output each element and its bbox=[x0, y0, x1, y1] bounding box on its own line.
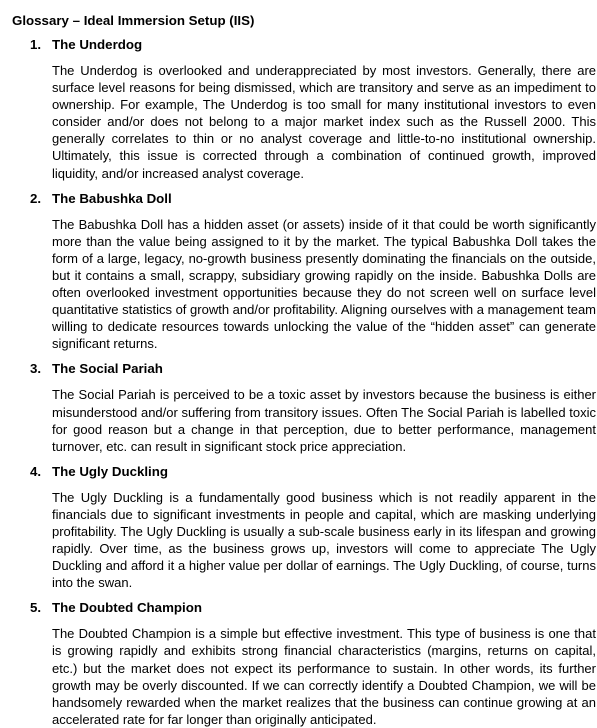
entry-number: 5. bbox=[30, 600, 42, 616]
entry-heading bbox=[12, 599, 585, 617]
entry-name: The Babushka Doll bbox=[52, 190, 172, 206]
entry-heading bbox=[12, 360, 585, 378]
glossary-entry-ugly-duckling bbox=[12, 463, 596, 592]
glossary-entry-underdog bbox=[12, 36, 596, 182]
entry-heading bbox=[12, 190, 585, 208]
entry-name: The Doubted Champion bbox=[52, 600, 202, 616]
entry-body: The Ugly Duckling is a fundamentally good business which is not readily apparent in the financials due to significant investments in people and capital, which are masking underlying profitability. The Ugly Duckling is usually a sub-scale business early in its lifespan and growing rapidly. Over time, as the business grows up, investors will come to appreciate The Ugly Duckling and afford it a higher value per dollar of earnings. The Ugly Duckling, of course, turns into the swan. bbox=[52, 489, 596, 591]
entry-name: The Social Pariah bbox=[52, 361, 163, 377]
entry-heading bbox=[12, 463, 585, 481]
glossary-entry-doubted-champion bbox=[12, 599, 596, 728]
document-title: Glossary – Ideal Immersion Setup (IIS) bbox=[12, 13, 255, 28]
entry-body: The Doubted Champion is a simple but effective investment. This type of business is one that is growing rapidly and exhibits strong financial characteristics (margins, returns on capital, etc.) but the market does not expect its performance to sustain. In other words, its further growth may be overly discounted. If we can correctly identify a Doubted Champion, we will be handsomely rewarded when the market realizes that the business can continue growing at an accelerated rate for far longer than originally anticipated. bbox=[52, 626, 596, 727]
glossary-entry-social-pariah bbox=[12, 360, 596, 454]
entry-body: The Social Pariah is perceived to be a toxic asset by investors because the business is either misunderstood and/or suffering from transitory issues. Often The Social Pariah is labelled toxic for good reason but a change in that perception, due to better performance, management turnover, etc. can result in significant stock price appreciation. bbox=[52, 387, 596, 454]
entry-number: 4. bbox=[30, 463, 42, 479]
entry-heading bbox=[12, 36, 585, 54]
entry-number: 3. bbox=[30, 361, 42, 377]
entry-name: The Underdog bbox=[52, 37, 143, 52]
entry-number: 1. bbox=[30, 37, 42, 52]
entry-number: 2. bbox=[30, 190, 42, 206]
entry-body: The Babushka Doll has a hidden asset (or assets) inside of it that could be worth significantly more than the value being assigned to it by the market. The typical Babushka Doll takes the form of a large, legacy, no-growth business presently dominating the financials on the outside, but it contains a small, scrappy, subsidiary growing rapidly on the inside. Babushka Dolls are often overlooked investment opportunities because they do not screen well on surface level quantitative statistics of growth and/or profitability. Aligning ourselves with a management team willing to dedicate resources towards unlocking the value of the “hidden asset” can generate significant returns. bbox=[52, 216, 596, 352]
glossary-entry-babushka-doll bbox=[12, 190, 596, 353]
entry-body: The Underdog is overlooked and underappreciated by most investors. Generally, there are surface level reasons for being dismissed, which are transitory and serve as an impediment to ownership. For example, The Underdog is too small for many institutional investors to even consider and/or does not belong to a major market index such as the Russell 2000. This generally correlates to thin or no analyst coverage and little-to-no institutional ownership. Ultimately, this issue is corrected through a combination of continued growth, improved liquidity, and/or increased analyst coverage. bbox=[52, 63, 596, 181]
entry-name: The Ugly Duckling bbox=[52, 463, 168, 479]
